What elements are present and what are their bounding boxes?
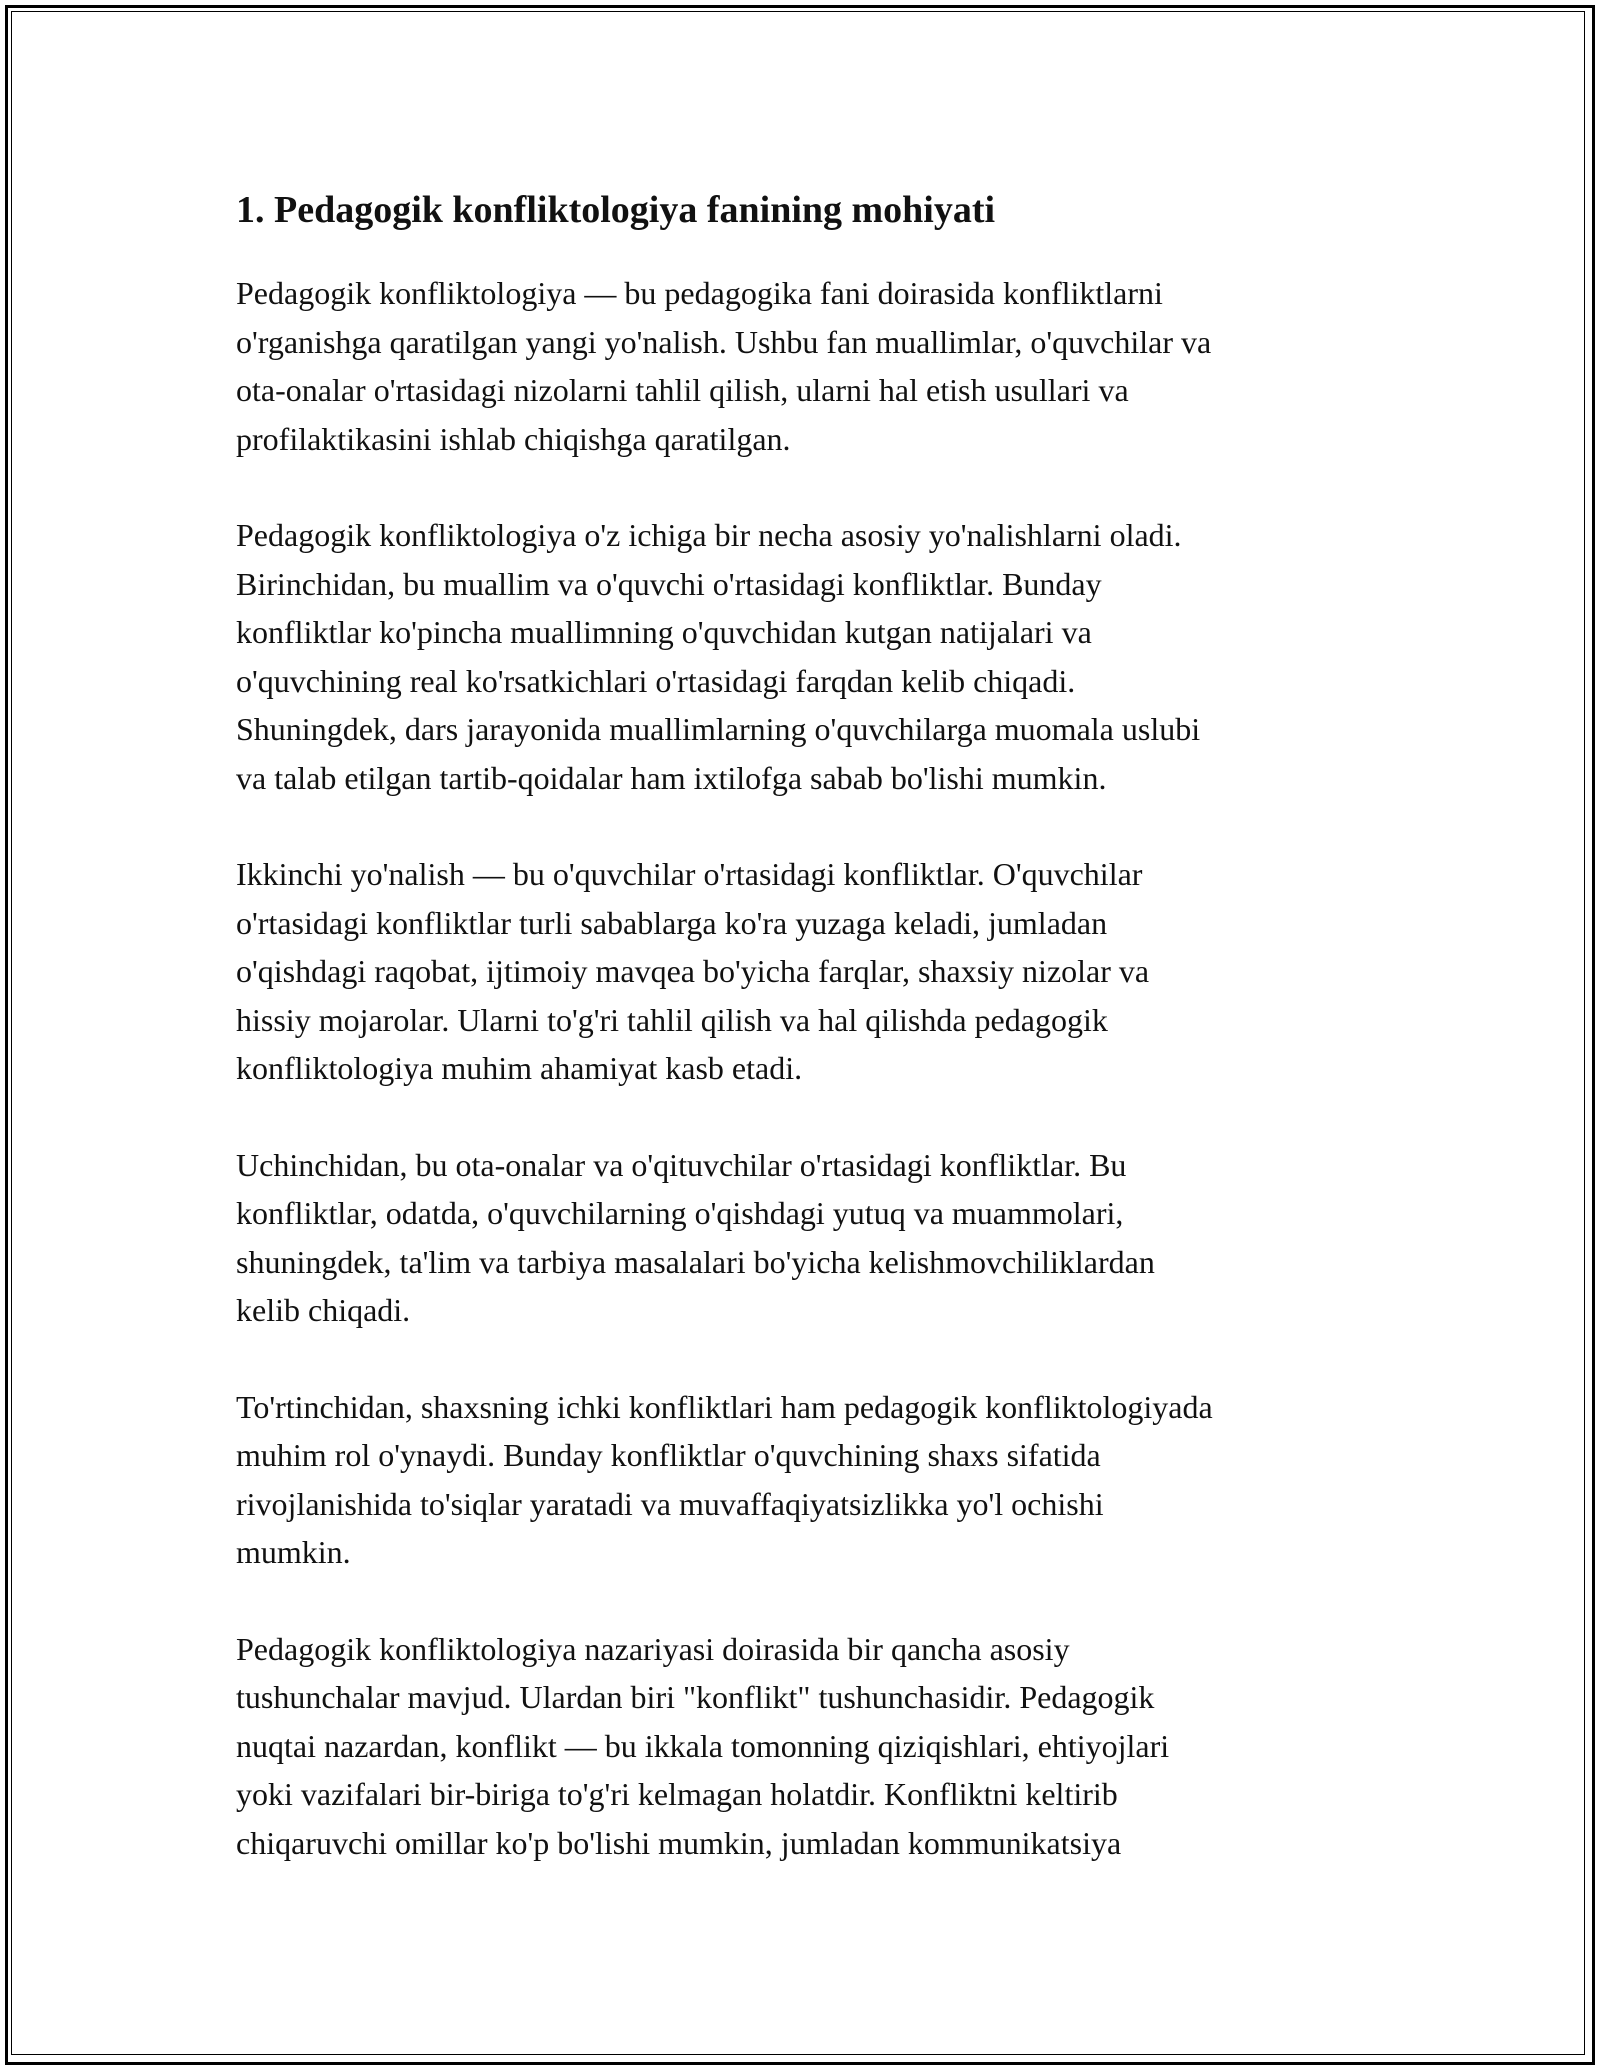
- section-heading: 1. Pedagogik konfliktologiya fanining mohiyati: [236, 189, 996, 231]
- document-body: [236, 185, 1381, 1915]
- paragraph-student-student: Ikkinchi yo'nalish — bu o'quvchilar o'rtasidagi konfliktlar. O'quvchilar o'rtasidagi konfliktlar turli sabablarga ko'ra yuzaga keladi, jumladan o'qishdagi raqobat, ijtimoiy mavqea bo'yicha farqlar, shaxsiy nizolar va hissiy mojarolar. Ularni to'g'ri tahlil qilish va hal qilishda pedagogik konfliktologiya muhim ahamiyat kasb etadi.: [236, 856, 1150, 1086]
- paragraph-conflict-concept: Pedagogik konfliktologiya nazariyasi doirasida bir qancha asosiy tushunchalar mavjud. Ulardan biri "konflikt" tushunchasidir. Pedagogik nuqtai nazardan, konflikt — bu ikkala tomonning qiziqishlari, ehtiyojlari yoki vazifalari bir-biriga to'g'ri kelmagan holatdir. Konfliktni keltirib chiqaruvchi omillar ko'p bo'lishi mumkin, jumladan kommunikatsiya: [236, 1630, 1170, 1861]
- paragraph-teacher-student: Pedagogik konfliktologiya o'z ichiga bir necha asosiy yo'nalishlarni oladi. Birinchidan, bu muallim va o'quvchi o'rtasidagi konfliktlar. Bunday konfliktlar ko'pincha muallimning o'quvchidan kutgan natijalari va o'quvchining real ko'rsatkichlari o'rtasidagi farqdan kelib chiqadi. Shuningdek, dars jarayonida muallimlarning o'quvchilarga muomala uslubi va talab etilgan tartib-qoidalar ham ixtilofga sabab bo'lishi mumkin.: [236, 517, 1201, 796]
- paragraph-parent-teacher: Uchinchidan, bu ota-onalar va o'qituvchilar o'rtasidagi konfliktlar. Bu konfliktlar, odatda, o'quvchilarning o'qishdagi yutuq va muammolari, shuningdek, ta'lim va tarbiya masalalari bo'yicha kelishmovchiliklardan kelib chiqadi.: [236, 1146, 1155, 1328]
- paragraph-internal-conflict: To'rtinchidan, shaxsning ichki konfliktlari ham pedagogik konfliktologiyada muhim rol o'ynaydi. Bunday konfliktlar o'quvchining shaxs sifatida rivojlanishida to'siqlar yaratadi va muvaffaqiyatsizlikka yo'l ochishi mumkin.: [236, 1388, 1213, 1570]
- paragraph-definition: Pedagogik konfliktologiya — bu pedagogika fani doirasida konfliktlarni o'rganishga qaratilgan yangi yo'nalish. Ushbu fan muallimlar, o'quvchilar va ota-onalar o'rtasidagi nizolarni tahlil qilish, ularni hal etish usullari va profilaktikasini ishlab chiqishga qaratilgan.: [236, 275, 1212, 457]
